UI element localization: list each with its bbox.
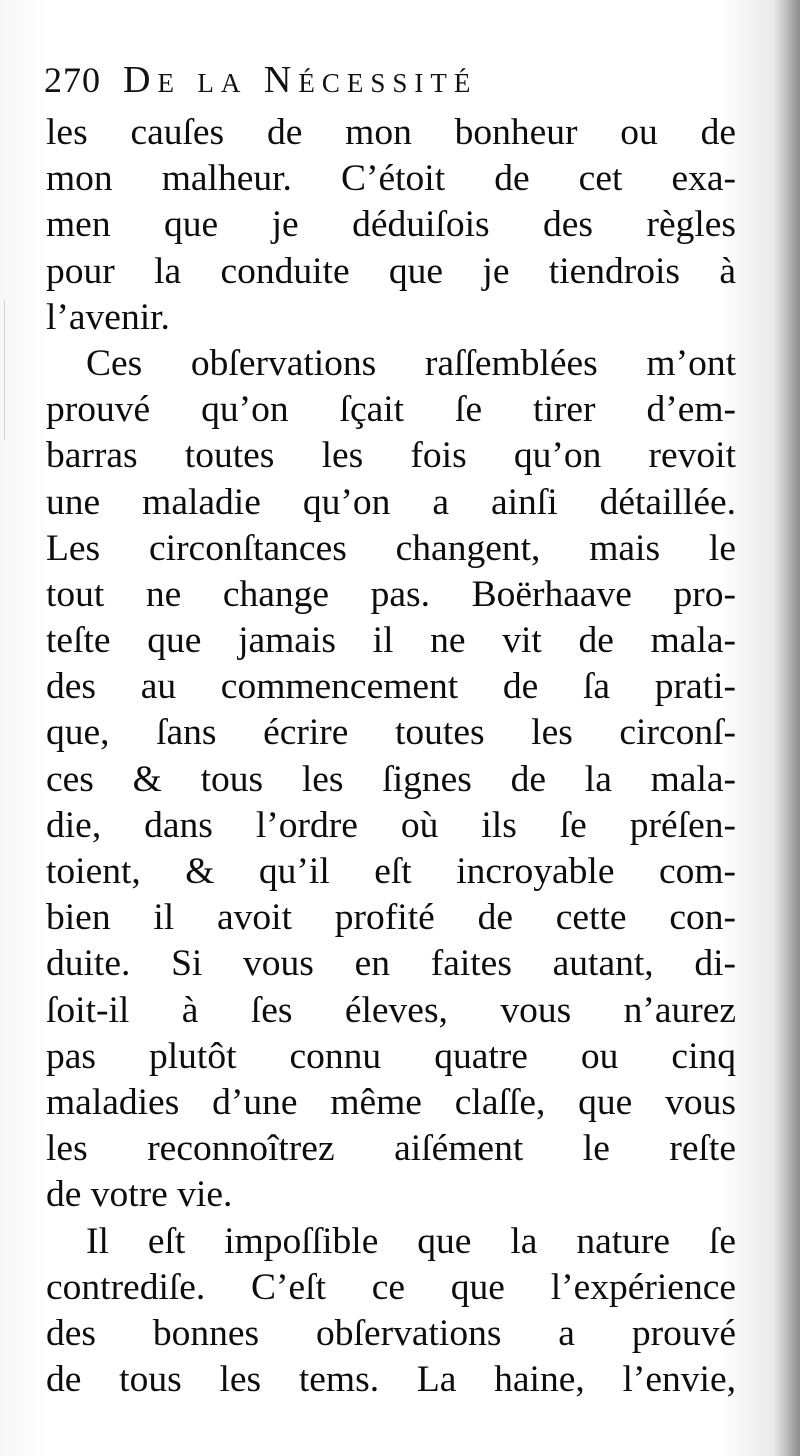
- text-line: de tous les tems. La haine, l’envie,: [46, 1359, 736, 1401]
- text-line: des au commencement de ſa prati-: [46, 666, 736, 708]
- text-line: men que je déduiſois des règles: [46, 204, 736, 246]
- running-head: [44, 58, 664, 104]
- text-line: une maladie qu’on a ainſi détaillée.: [46, 481, 736, 523]
- page-number: 270: [44, 60, 101, 100]
- gutter-shadow: [4, 300, 5, 440]
- text-line: bien il avoit profité de cette con-: [46, 897, 736, 939]
- body-text: [46, 110, 736, 1403]
- text-line: prouvé qu’on ſçait ſe tirer d’em-: [46, 389, 736, 431]
- text-line: Ces obſervations raſſemblées m’ont: [86, 342, 736, 384]
- text-line: teſte que jamais il ne vit de mala-: [46, 620, 736, 662]
- text-line: barras toutes les fois qu’on revoit: [46, 435, 736, 477]
- text-line: pour la conduite que je tiendrois à: [46, 250, 736, 292]
- text-line: die, dans l’ordre où ils ſe préſen-: [46, 804, 736, 846]
- text-line: l’avenir.: [46, 296, 170, 338]
- text-line: pas plutôt connu quatre ou cinq: [46, 1035, 736, 1077]
- text-line: les reconnoîtrez aiſément le reſte: [46, 1128, 736, 1170]
- text-line: toient, & qu’il eſt incroyable com-: [46, 851, 736, 892]
- text-line: Les circonſtances changent, mais le: [46, 527, 736, 569]
- text-line: les cauſes de mon bonheur ou de: [46, 112, 736, 153]
- text-line: mon malheur. C’étoit de cet exa-: [46, 158, 736, 200]
- text-line: que, ſans écrire toutes les circonſ-: [46, 712, 736, 754]
- text-line: de votre vie.: [46, 1174, 233, 1216]
- text-line: des bonnes obſervations a prouvé: [46, 1312, 736, 1354]
- text-line: Il eſt impoſſible que la nature ſe: [86, 1220, 736, 1262]
- text-line: tout ne change pas. Boërhaave pro-: [46, 573, 736, 615]
- text-line: contrediſe. C’eſt ce que l’expérience: [46, 1266, 736, 1308]
- page-edge-shadow: [774, 0, 800, 1456]
- running-title: De la Nécessité: [123, 59, 478, 101]
- text-line: ces & tous les ſignes de la mala-: [46, 758, 736, 800]
- text-line: maladies d’une même claſſe, que vous: [46, 1081, 736, 1123]
- text-line: ſoit-il à ſes éleves, vous n’aurez: [46, 989, 736, 1031]
- text-line: duite. Si vous en faites autant, di-: [46, 943, 736, 985]
